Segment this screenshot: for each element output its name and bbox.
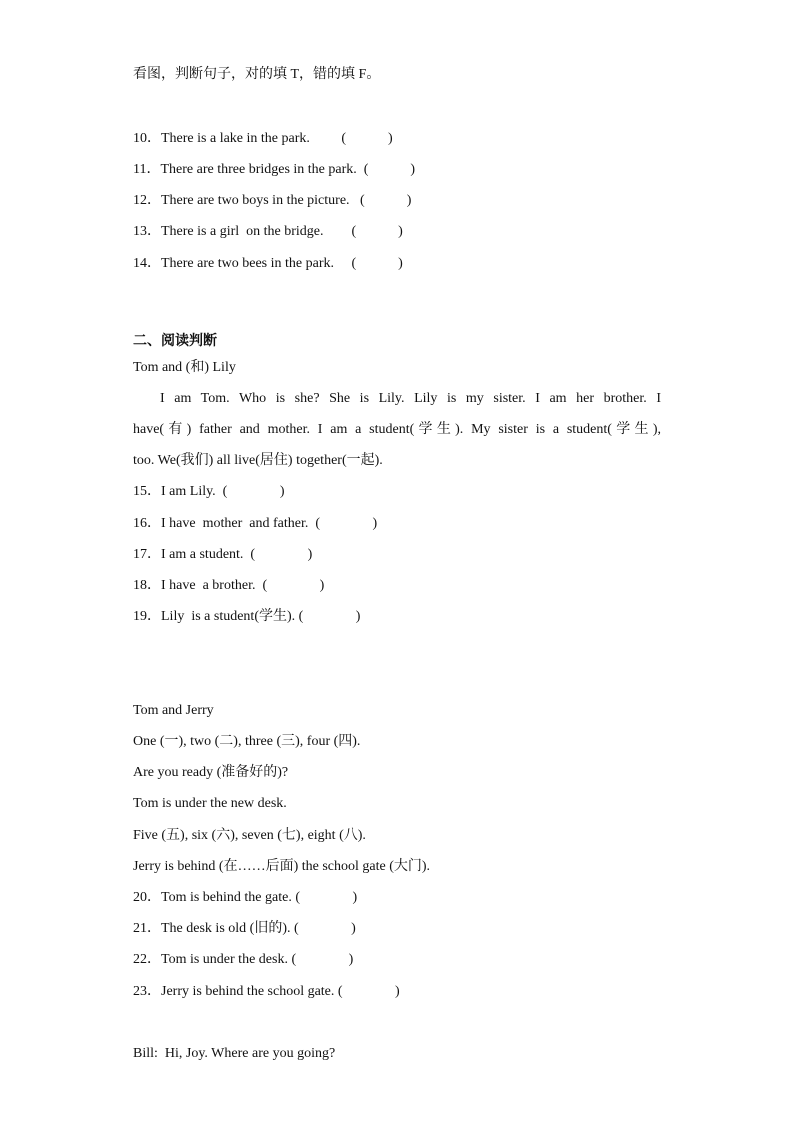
question-22: 22．Tom is under the desk. ( ) — [133, 952, 354, 967]
question-23: 23．Jerry is behind the school gate. ( ) — [133, 984, 400, 999]
question-10: 10．There is a lake in the park. ( ) — [133, 131, 393, 146]
section1-instruction: 看图，判断句子，对的填 T，错的填 F。 — [133, 67, 381, 82]
passage2-line-5: Jerry is behind (在……后面) the school gate (大门). — [133, 859, 431, 874]
passage1-title: Tom and (和) Lily — [133, 360, 236, 375]
passage1-line-3: too. We(我们) all live(居住) together(一起). — [133, 453, 383, 468]
passage2-line-1: One (一), two (二), three (三), four (四). — [133, 734, 361, 749]
question-16: 16．I have mother and father. ( ) — [133, 516, 378, 531]
question-12: 12．There are two boys in the picture. ( ) — [133, 193, 412, 208]
passage1-line-2: have(有) father and mother. I am a student(学生). My sister is a student(学生), — [133, 422, 661, 437]
question-18: 18．I have a brother. ( ) — [133, 578, 325, 593]
question-14: 14．There are two bees in the park. ( ) — [133, 256, 403, 271]
question-19: 19．Lily is a student(学生). ( ) — [133, 609, 361, 624]
passage2-line-3: Tom is under the new desk. — [133, 796, 287, 811]
question-15: 15．I am Lily. ( ) — [133, 484, 285, 499]
passage2-title: Tom and Jerry — [133, 703, 214, 718]
passage3-first-line: Bill: Hi, Joy. Where are you going? — [133, 1046, 336, 1061]
passage2-line-4: Five (五), six (六), seven (七), eight (八). — [133, 828, 366, 843]
question-11: 11．There are three bridges in the park. ( ) — [133, 162, 416, 177]
section2-heading: 二、阅读判断 — [133, 333, 217, 349]
question-13: 13．There is a girl on the bridge. ( ) — [133, 224, 403, 239]
question-17: 17．I am a student. ( ) — [133, 547, 313, 562]
passage1-line-1: I am Tom. Who is she? She is Lily. Lily is my sister. I am her brother. I — [160, 391, 661, 406]
passage2-line-2: Are you ready (准备好的)? — [133, 765, 289, 780]
question-20: 20．Tom is behind the gate. ( ) — [133, 890, 358, 905]
question-21: 21．The desk is old (旧的). ( ) — [133, 921, 356, 936]
